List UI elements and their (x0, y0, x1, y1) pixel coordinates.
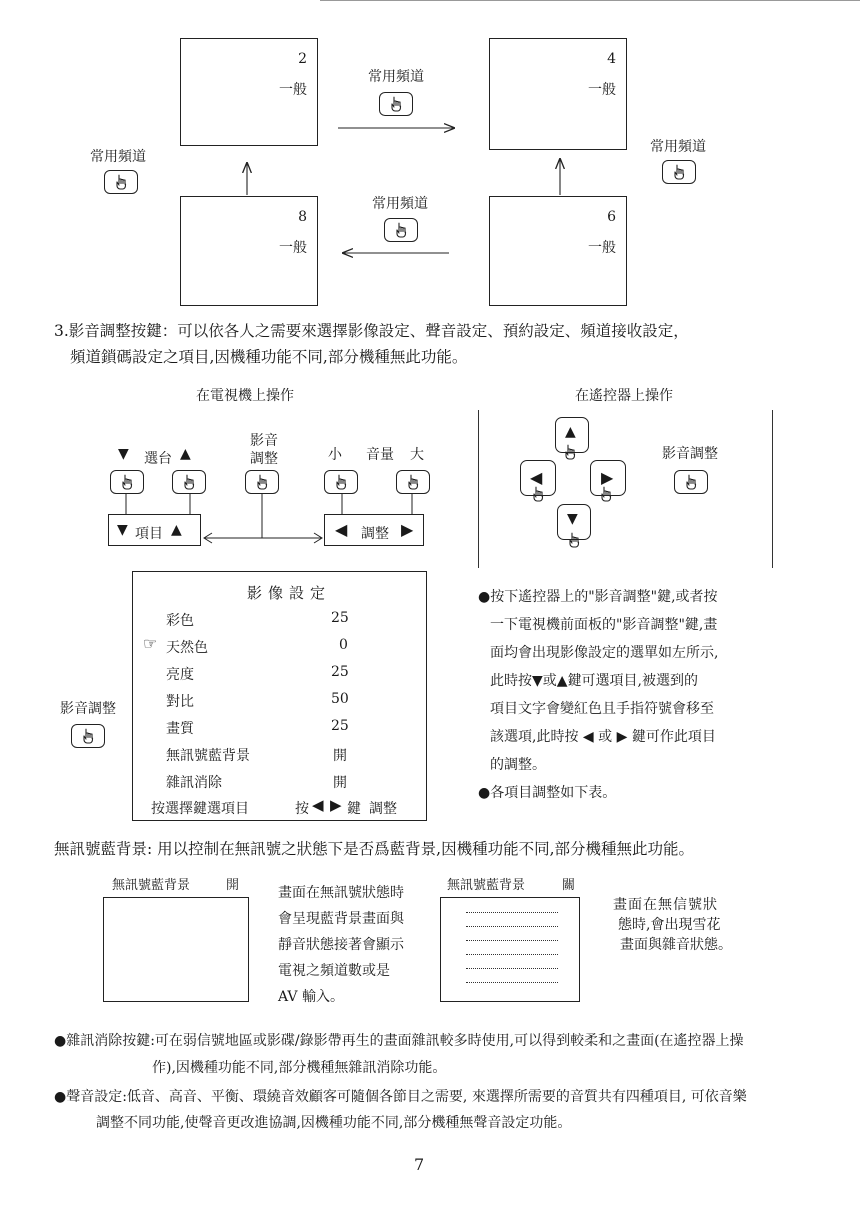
menu-item-name: 亮度 (166, 667, 194, 683)
up-triangle-icon: ▲ (565, 424, 576, 440)
up-triangle-icon: ▲ (556, 673, 568, 689)
up-triangle-icon: ▲ (180, 446, 191, 462)
note-line: ●各項目調整如下表。 (478, 785, 617, 801)
hand-icon (530, 486, 546, 502)
menu-side-av-button[interactable] (71, 724, 105, 748)
menu-item-value: 開 (333, 775, 347, 791)
fav-channel-label: 常用頻道 (368, 69, 424, 85)
tv-panel-connectors (0, 0, 860, 560)
note-line: 的調整。 (490, 757, 546, 773)
blue-bg-off-title: 無訊號藍背景 (447, 878, 526, 893)
menu-item-value: 25 (331, 718, 349, 734)
tv-panel-heading: 在電視機上操作 (196, 388, 294, 404)
menu-footer-key: 鍵 (347, 801, 361, 817)
hand-icon (566, 532, 582, 548)
menu-footer-select: 按選擇鍵選項目 (151, 801, 249, 817)
volume-label: 音量 (366, 447, 394, 463)
desc-line: 靜音狀態接著會顯示 (278, 937, 404, 953)
note-line (490, 670, 698, 690)
menu-side-av-label: 影音調整 (60, 701, 116, 717)
desc-line: 電視之頻道數或是 (278, 963, 390, 979)
av-adjust-label-1: 影音 (250, 433, 278, 449)
hand-icon (80, 728, 96, 744)
note-line: 一下電視機前面板的"影音調整"鍵,畫 (490, 617, 718, 633)
hand-icon (562, 444, 578, 460)
left-triangle-icon: ◀ (335, 520, 348, 539)
fav-channel-label: 常用頻道 (372, 196, 428, 212)
remote-av-adjust-label: 影音調整 (662, 446, 718, 462)
menu-title: 影像設定 (247, 584, 332, 602)
adjust-label: 調整 (361, 526, 389, 542)
menu-footer-adjust: 調整 (369, 801, 397, 817)
blue-bg-on-title: 無訊號藍背景 (112, 878, 191, 893)
down-triangle-icon: ▼ (117, 522, 128, 538)
noise-reduction-note-1: ●雜訊消除按鍵:可在弱信號地區或影碟/錄影帶再生的畫面雜訊較多時使用,可以得到較柔和之畫面(在遙控器上操 (54, 1033, 744, 1049)
left-triangle-icon: ◀ (312, 796, 324, 814)
screen-number: 4 (607, 51, 616, 67)
screen-number: 6 (607, 209, 616, 225)
snow-noise-line (466, 940, 558, 941)
note-text: 或 (542, 673, 557, 689)
note-line (490, 726, 716, 746)
remote-av-adjust-button[interactable] (674, 470, 708, 494)
section3-line1: 3.影音調整按鍵：可以依各人之需要來選擇影像設定、聲音設定、預約設定、頻道接收設定， (54, 322, 689, 340)
screen-mode: 一般 (588, 240, 616, 256)
pointing-hand-icon: ☞ (143, 634, 158, 653)
snow-noise-line (466, 968, 558, 969)
screen-mode: 一般 (279, 82, 307, 98)
item-label: 項目 (135, 526, 163, 542)
blue-bg-off-screen (440, 897, 580, 1002)
screen-mode: 一般 (588, 82, 616, 98)
note-line: ●按下遙控器上的"影音調整"鍵,或者按 (478, 589, 718, 605)
desc-line: AV 輸入。 (278, 989, 344, 1005)
right-triangle-icon: ▶ (401, 520, 414, 539)
hand-icon (598, 486, 614, 502)
note-text: 鍵可作此項目 (631, 729, 716, 745)
picture-settings-menu (132, 571, 427, 821)
left-triangle-icon: ◀ (530, 468, 543, 487)
menu-item-value: 50 (331, 691, 349, 707)
blue-bg-on-screen (103, 897, 249, 1002)
desc-line: 會呈現藍背景畫面與 (278, 911, 404, 927)
fav-channel-label: 常用頻道 (650, 139, 706, 155)
menu-item-value: 25 (331, 610, 349, 626)
snow-noise-line (466, 954, 558, 955)
hand-icon (683, 474, 699, 490)
blue-bg-off-value: 關 (562, 878, 576, 893)
snow-noise-line (466, 926, 558, 927)
menu-item-name: 雜訊消除 (166, 775, 222, 791)
desc-line: 畫面在無訊號狀態時 (278, 885, 404, 901)
menu-item-value: 25 (331, 664, 349, 680)
note-line: 項目文字會變紅色且手指符號會移至 (490, 701, 714, 717)
remote-panel-heading: 在遙控器上操作 (575, 388, 673, 404)
left-triangle-icon: ◀ (582, 729, 594, 745)
note-text: 或 (598, 729, 613, 745)
menu-item-name: 畫質 (166, 721, 194, 737)
right-triangle-icon: ▶ (601, 468, 614, 487)
up-triangle-icon: ▲ (171, 522, 182, 538)
right-triangle-icon: ▶ (616, 729, 628, 745)
menu-item-value: 開 (333, 748, 347, 764)
note-line: 面均會出現影像設定的選單如左所示, (490, 645, 719, 661)
down-triangle-icon: ▼ (532, 673, 543, 689)
menu-item-name: 對比 (166, 694, 194, 710)
menu-item-name: 天然色 (166, 640, 208, 656)
noise-reduction-note-2: 作),因機種功能不同,部分機種無雜訊消除功能。 (152, 1060, 447, 1076)
sound-setting-note-2: 調整不同功能,使聲音更改進協調,因機種功能不同,部分機種無聲音設定功能。 (96, 1115, 572, 1131)
screen-number: 8 (298, 209, 307, 225)
blue-bg-on-value: 開 (226, 878, 240, 893)
menu-item-value: 0 (339, 637, 348, 653)
sound-setting-note-1: ●聲音設定:低音、高音、平衡、環繞音效顧客可隨個各節目之需要, 來選擇所需要的音質共有四種項目, 可依音樂 (54, 1089, 747, 1105)
desc-line: 畫面在無信號狀 (613, 897, 718, 913)
right-triangle-icon: ▶ (330, 796, 342, 814)
menu-item-name: 彩色 (166, 613, 194, 629)
volume-small-label: 小 (328, 447, 342, 463)
blue-bg-heading: 無訊號藍背景: 用以控制在無訊號之狀態下是否爲藍背景,因機種功能不同,部分機種無此功能。 (54, 840, 695, 858)
snow-noise-line (466, 982, 558, 983)
fav-channel-label: 常用頻道 (90, 149, 146, 165)
note-text: 此時按 (490, 673, 532, 689)
desc-line: 畫面與雜音狀態。 (620, 937, 732, 953)
note-text: 該選項,此時按 (490, 729, 579, 745)
panel-divider (772, 410, 773, 568)
down-triangle-icon: ▼ (118, 446, 129, 462)
section3-line2: 頻道鎖碼設定之項目,因機種功能不同,部分機種無此功能。 (70, 348, 468, 366)
snow-noise-line (466, 912, 558, 913)
av-adjust-label-2: 調整 (250, 451, 278, 467)
volume-big-label: 大 (410, 447, 424, 463)
screen-mode: 一般 (279, 240, 307, 256)
panel-divider (478, 410, 479, 568)
screen-number: 2 (298, 51, 307, 67)
menu-footer-press: 按 (295, 801, 309, 817)
note-text: 鍵可選項目,被選到的 (567, 673, 699, 689)
down-triangle-icon: ▼ (567, 511, 578, 527)
page-number: 7 (414, 1155, 425, 1174)
menu-item-name: 無訊號藍背景 (166, 748, 250, 764)
desc-line: 態時,會出現雪花 (618, 917, 721, 933)
channel-label: 選台 (144, 451, 172, 467)
